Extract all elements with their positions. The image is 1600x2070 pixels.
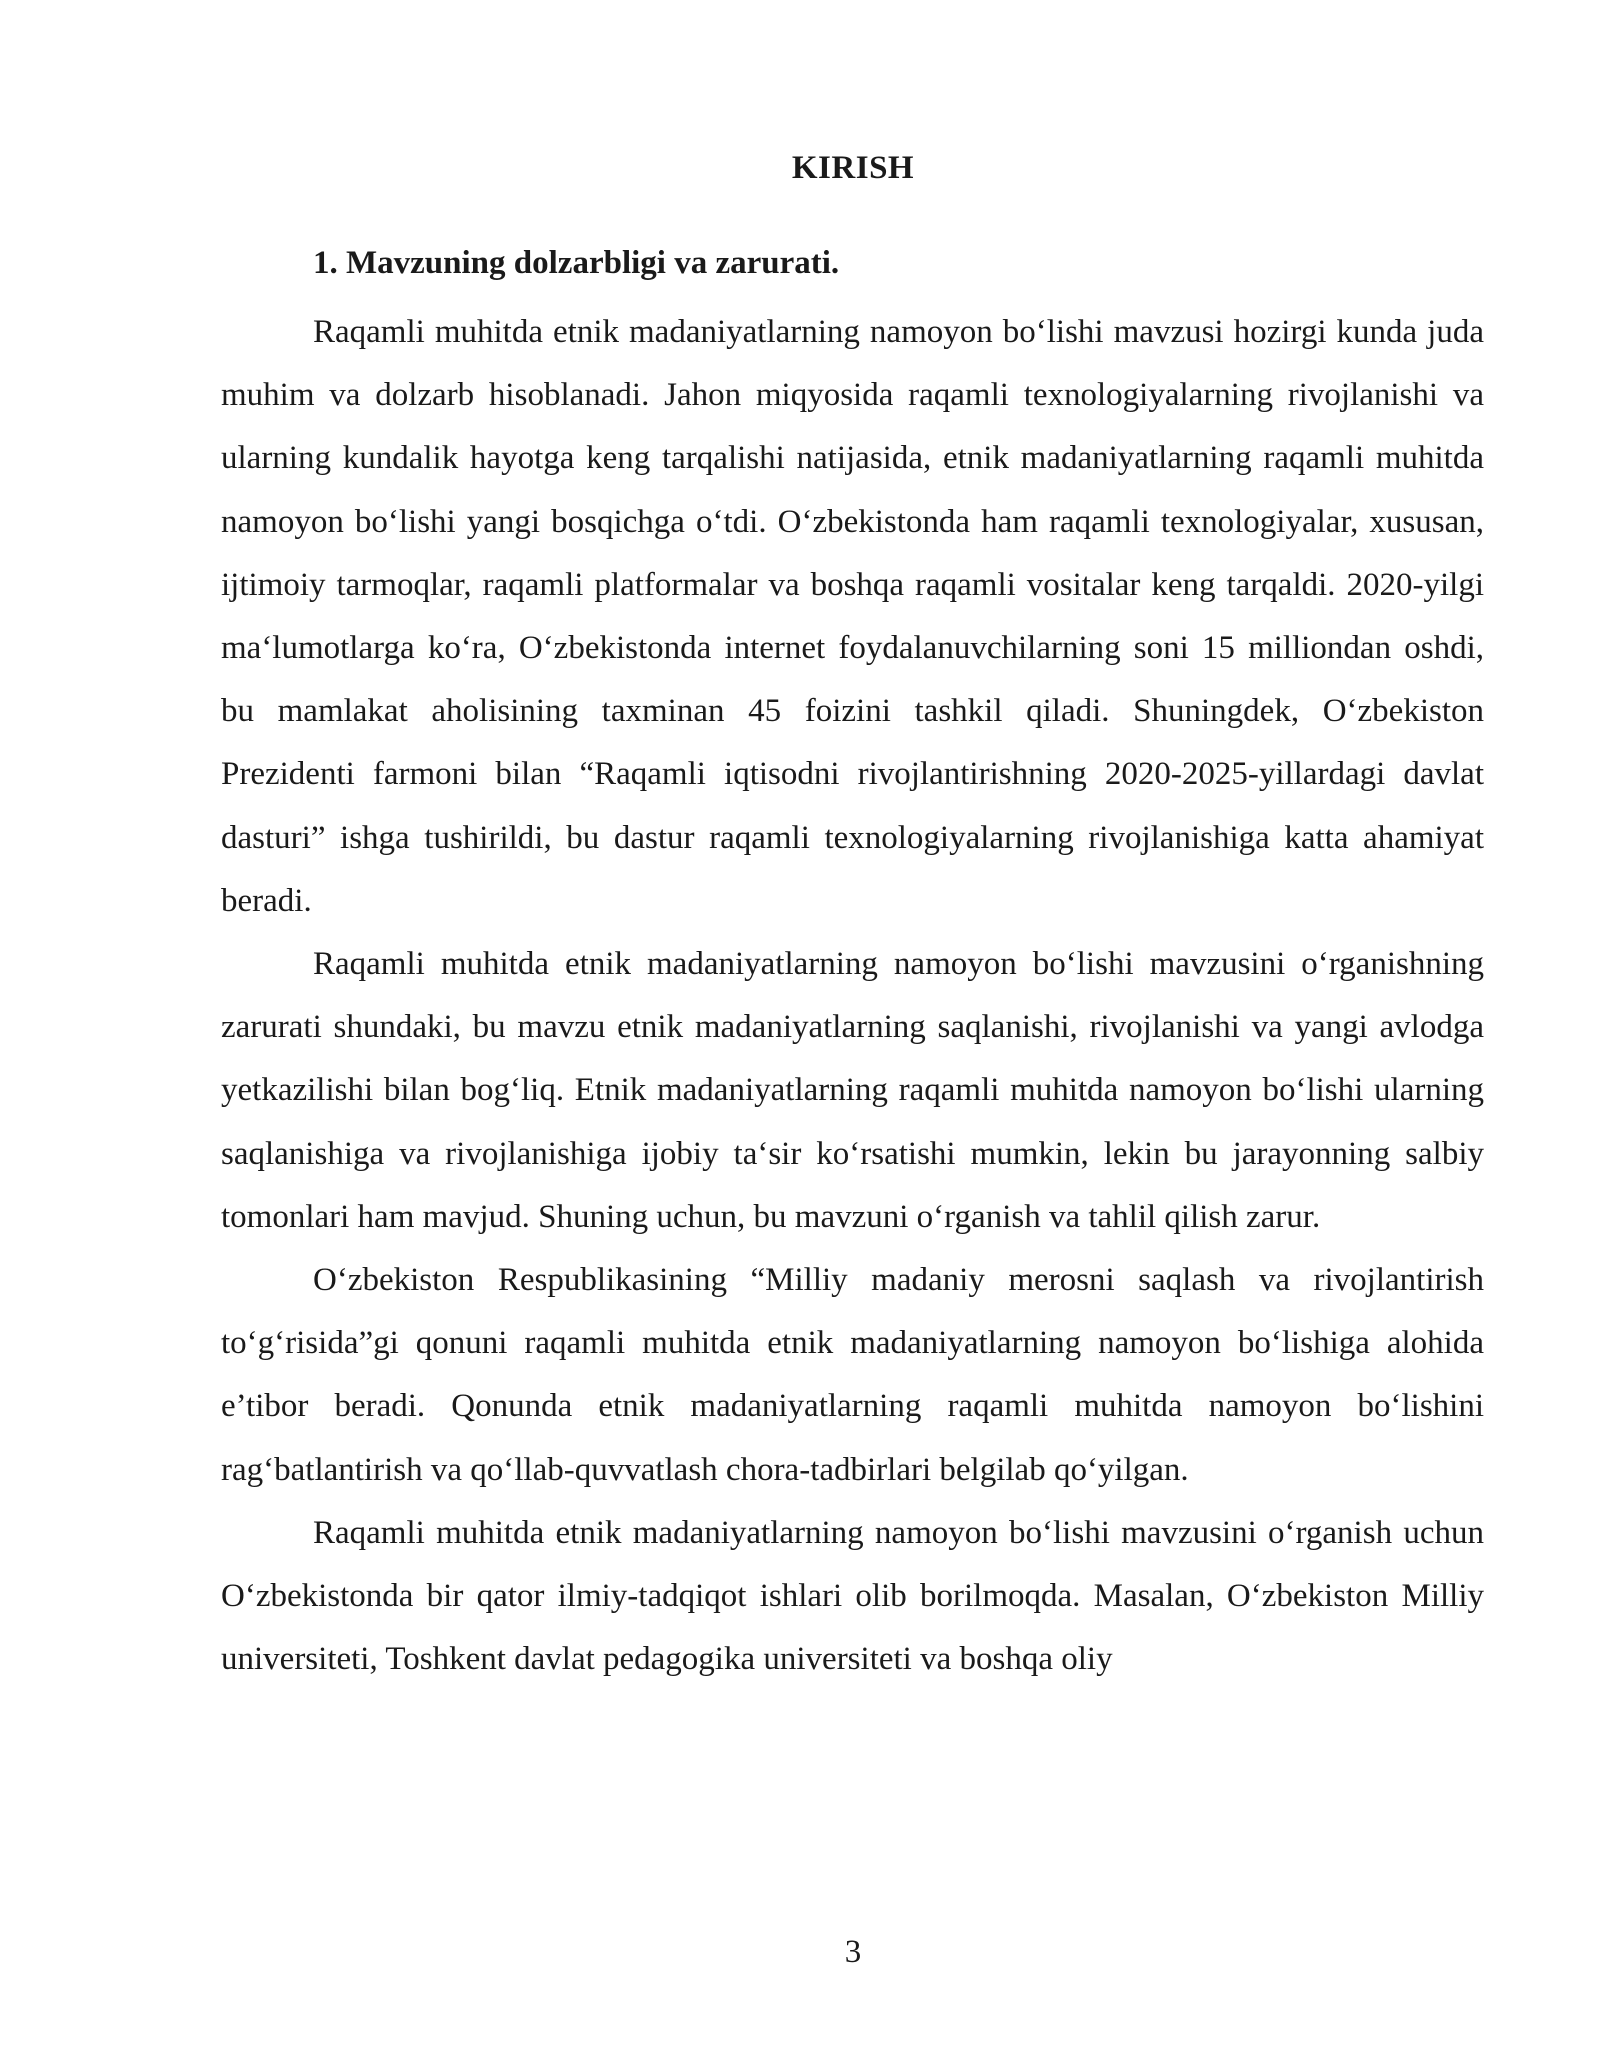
paragraph: Raqamli muhitda etnik madaniyatlarning namoyon bo‘lishi mavzusini o‘rganishning zarurati shundaki, bu mavzu etnik madaniyatlarning saqlanishi, rivojlanishi va yangi avlodga yetkazilishi bilan bog‘liq. Etnik madaniyatlarning raqamli muhitda namoyon bo‘lishi ularning saqlanishiga va rivojlanishiga ijobiy ta‘sir ko‘rsatishi mumkin, lekin bu jarayonning salbiy tomonlari ham mavjud. Shuning uchun, bu mavzuni o‘rganish va tahlil qilish zarur. [221, 946, 1484, 1235]
page-number: 3 [844, 1934, 862, 1970]
paragraph: O‘zbekiston Respublikasining “Milliy madaniy merosni saqlash va rivojlantirish to‘g‘risida”gi qonuni raqamli muhitda etnik madaniyatlarning namoyon bo‘lishiga alohida e’tibor beradi. Qonunda etnik madaniyatlarning raqamli muhitda namoyon bo‘lishini rag‘batlantirish va qo‘llab-quvvatlash chora-tadbirlari belgilab qo‘yilgan. [221, 1262, 1484, 1488]
body-text [221, 301, 1484, 1691]
page-heading: KIRISH [791, 150, 915, 186]
paragraph: Raqamli muhitda etnik madaniyatlarning namoyon bo‘lishi mavzusini o‘rganish uchun O‘zbekistonda bir qator ilmiy-tadqiqot ishlari olib borilmoqda. Masalan, O‘zbekiston Milliy universiteti, Toshkent davlat pedagogika universiteti va boshqa oliy [221, 1514, 1484, 1678]
paragraph: Raqamli muhitda etnik madaniyatlarning namoyon bo‘lishi mavzusi hozirgi kunda juda muhim va dolzarb hisoblanadi. Jahon miqyosida raqamli texnologiyalarning rivojlanishi va ularning kundalik hayotga keng tarqalishi natijasida, etnik madaniyatlarning raqamli muhitda namoyon bo‘lishi yangi bosqichga o‘tdi. O‘zbekistonda ham raqamli texnologiyalar, xususan, ijtimoiy tarmoqlar, raqamli platformalar va boshqa raqamli vositalar keng tarqaldi. 2020-yilgi ma‘lumotlarga ko‘ra, O‘zbekistonda internet foydalanuvchilarning soni 15 milliondan oshdi, bu mamlakat aholisining taxminan 45 foizini tashkil qiladi. Shuningdek, O‘zbekiston Prezidenti farmoni bilan “Raqamli iqtisodni rivojlantirishning 2020-2025-yillardagi davlat dasturi” ishga tushirildi, bu dastur raqamli texnologiyalarning rivojlanishiga katta ahamiyat beradi. [221, 314, 1484, 919]
section-title: 1. Mavzuning dolzarbligi va zarurati. [313, 245, 840, 281]
